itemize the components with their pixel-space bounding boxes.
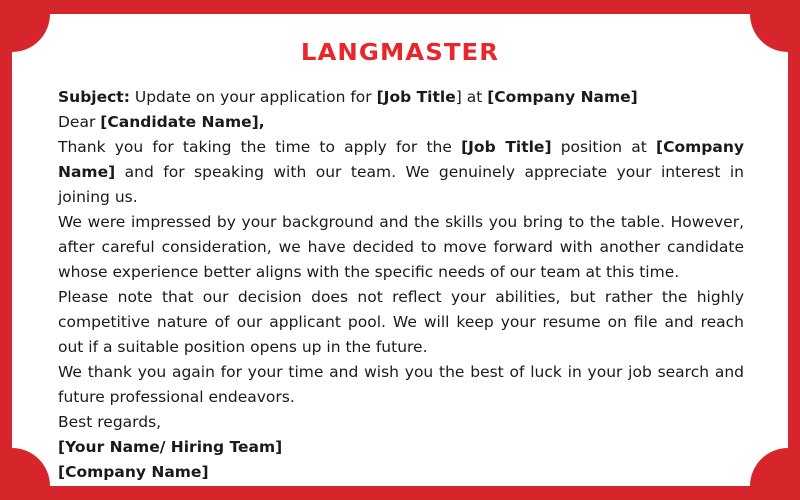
paragraph-1: [58, 135, 744, 210]
signature-name: [Your Name/ Hiring Team]: [58, 438, 283, 456]
paragraph-1-job-title: [Job Title]: [461, 138, 552, 156]
signature-company: [Company Name]: [58, 463, 209, 481]
subject-text-at: at: [461, 88, 488, 106]
subject-job-close: ]: [455, 88, 462, 106]
paragraph-1-company: [Company Name]: [58, 138, 744, 181]
paragraph-3: Please note that our decision does not reflect your abilities, but rather the highly competitive nature of our applicant pool. We will keep your resume on file and reach out if a suitable position opens up in the future.: [58, 288, 744, 356]
closing-line: Best regards,: [58, 413, 162, 431]
greeting-text: Dear: [58, 113, 101, 131]
corner-decoration-bottom-left: [12, 448, 50, 486]
paragraph-2: We were impressed by your background and the skills you bring to the table. However, after careful consideration, we have decided to move forward with another candidate whose experience better aligns with the specific needs of our team at this time.: [58, 213, 744, 281]
subject-line: [58, 85, 744, 110]
letter-body: [58, 85, 744, 485]
paragraph-1-text-mid: position at: [551, 138, 657, 156]
subject-job-title: [Job Title: [376, 88, 456, 106]
subject-label: Subject:: [58, 88, 130, 106]
subject-text: Update on your application for: [129, 88, 377, 106]
brand-logo: LANGMASTER: [300, 40, 500, 66]
subject-company: [Company Name]: [487, 88, 638, 106]
paragraph-1-text-start: Thank you for taking the time to apply for the: [58, 138, 462, 156]
paragraph-1-text-end: and for speaking with our team. We genuinely appreciate your interest in joining us.: [58, 163, 744, 206]
greeting-line: [58, 110, 744, 135]
greeting-name: [Candidate Name],: [100, 113, 265, 131]
paragraph-4: We thank you again for your time and wish you the best of luck in your job search and future professional endeavors.: [58, 363, 744, 406]
corner-decoration-bottom-right: [750, 448, 788, 486]
